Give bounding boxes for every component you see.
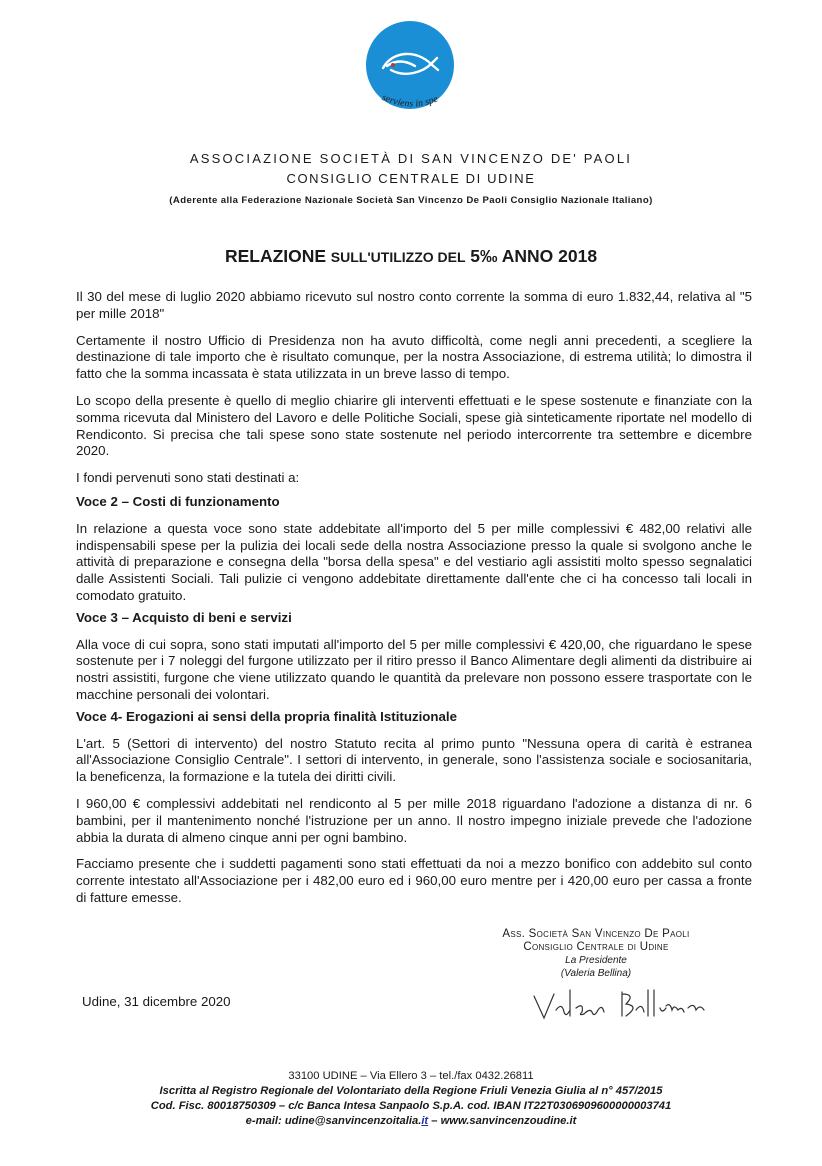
signature-name: (Valeria Bellina) [560, 968, 632, 979]
footer-website-link[interactable]: www.sanvincenzoudine.it [440, 1115, 577, 1127]
footer-email-link[interactable] [285, 1115, 428, 1127]
fish-emblem-icon [365, 20, 455, 130]
paragraph-voce-3: Alla voce di cui sopra, sono stati imputati all'importo del 5 per mille complessivi € 420,00, che riguardano le spese sostenute per i 7 noleggi del furgone utilizzato per il ritiro presso il Banco Alimentare degli alimenti da distribuire ai nostri assistiti, furgone che viene utilizzato quando le quantità da prelevare non possono essere trasportate con le macchine personali dei volontari. [76, 636, 752, 702]
title-part2: SULL'UTILIZZO DEL [330, 249, 466, 265]
paragraph-voce-2: In relazione a questa voce sono state addebitate all'importo del 5 per mille complessivi € 482,00 relativi alle indispensabili spese per la pulizia dei locali sede della nostra Associazione presso la quale si svolgono anche le attività di preparazione e consegna della "borsa della spesa" e del vestiario agli assistiti molto spesso segnalatici dalle Assistenti Sociali. Tali pulizie ci vengono addebitate direttamente dall'ente che ci ha concesso tali locali in comodato gratuito. [76, 520, 752, 603]
org-council: CONSIGLIO CENTRALE DI UDINE [286, 171, 536, 186]
signature-scribble-icon [530, 986, 720, 1026]
paragraph-statute: L'art. 5 (Settori di intervento) del nostro Statuto recita al primo punto "Nessuna opera di carità è estranea all'Associazione Consiglio Centrale". I settori di intervento, in generale, sono l'assistenza sociale e sociosanitaria, la beneficenza, la formazione e la tutela dei diritti civili. [76, 735, 752, 785]
page-footer [0, 1069, 822, 1129]
signature-role: La Presidente [565, 955, 627, 966]
report-body [76, 289, 752, 917]
document-date: Udine, 31 dicembre 2020 [82, 994, 231, 1009]
handwritten-signature [530, 986, 720, 1026]
signature-association: Ass. Società San Vincenzo De Paoli [502, 928, 690, 940]
footer-contacts [0, 1114, 822, 1129]
title-part3: 5‰ ANNO 2018 [470, 246, 598, 266]
footer-email-user: udine@sanvincenzoitalia. [284, 1115, 422, 1127]
title-part1: RELAZIONE [224, 246, 327, 266]
logo-circle [366, 21, 454, 109]
association-logo [365, 20, 455, 130]
heading-voce-3: Voce 3 – Acquisto di beni e servizi [76, 609, 292, 625]
paragraph-funds-intro: I fondi pervenuti sono stati destinati a: [76, 470, 300, 486]
paragraph-payments: Facciamo presente che i suddetti pagamenti sono stati effettuati da noi a mezzo bonifico con addebito sul conto corrente intestato all'Associazione per i 482,00 euro ed i 960,00 euro mentre per i 420,00 euro per cassa a fronte di fatture emesse. [76, 856, 752, 905]
paragraph-receipt: Il 30 del mese di luglio 2020 abbiamo ricevuto sul nostro conto corrente la somma di euro 1.832,44, relativa al "5 per mille 2018" [76, 289, 752, 321]
document-title [0, 246, 822, 267]
footer-fiscal: Cod. Fisc. 80018750309 – c/c Banca Intesa Sanpaolo S.p.A. cod. IBAN IT22T0306909600000003741 [150, 1100, 672, 1112]
paragraph-purpose: Lo scopo della presente è quello di meglio chiarire gli interventi effettuati e le spese sostenute e finanziate con la somma ricevuta dal Ministero del Lavoro e delle Politiche Sociali, spese già sinteticamente riportate nel modello di Rendiconto. Si precisa che tali spese sono state sostenute nel periodo intercorrente tra settembre e dicembre 2020. [76, 392, 752, 459]
footer-registry: Iscritta al Registro Regionale del Volontariato della Regione Friuli Venezia Giulia al n° 457/2015 [159, 1085, 663, 1097]
logo-motto: serviens in spe [380, 92, 440, 110]
heading-voce-2: Voce 2 – Costi di funzionamento [76, 493, 280, 509]
footer-email-tld: it [421, 1115, 429, 1127]
org-name: ASSOCIAZIONE SOCIETÀ DI SAN VINCENZO DE' PAOLI [189, 151, 633, 166]
footer-separator: – [428, 1115, 441, 1127]
paragraph-adoption: I 960,00 € complessivi addebitati nel rendiconto al 5 per mille 2018 riguardano l'adozione a distanza di nr. 6 bambini, per il mantenimento nonché l'istruzione per un anno. Il nostro impegno iniziale prevede che l'adozione abbia la durata di almeno cinque anni per ogni bambino. [76, 795, 752, 845]
footer-address: 33100 UDINE – Via Ellero 3 – tel./fax 0432.26811 [288, 1070, 534, 1082]
signature-council: Consiglio Centrale di Udine [523, 941, 669, 953]
heading-voce-4: Voce 4- Erogazioni ai sensi della propria finalità Istituzionale [76, 708, 458, 724]
signature-block [466, 928, 726, 980]
paragraph-presidency: Certamente il nostro Ufficio di Presidenza non ha avuto difficoltà, come negli anni precedenti, a scegliere la destinazione di tale importo che è risultato comunque, per la nostra Associazione, di estrema utilità; lo dimostra il fatto che la somma incassata è stata utilizzata in un breve lasso di tempo. [76, 332, 752, 382]
footer-email-label: e-mail: [245, 1115, 282, 1127]
org-affiliation: (Aderente alla Federazione Nazionale Società San Vincenzo De Paoli Consiglio Nazionale Italiano) [169, 195, 653, 206]
